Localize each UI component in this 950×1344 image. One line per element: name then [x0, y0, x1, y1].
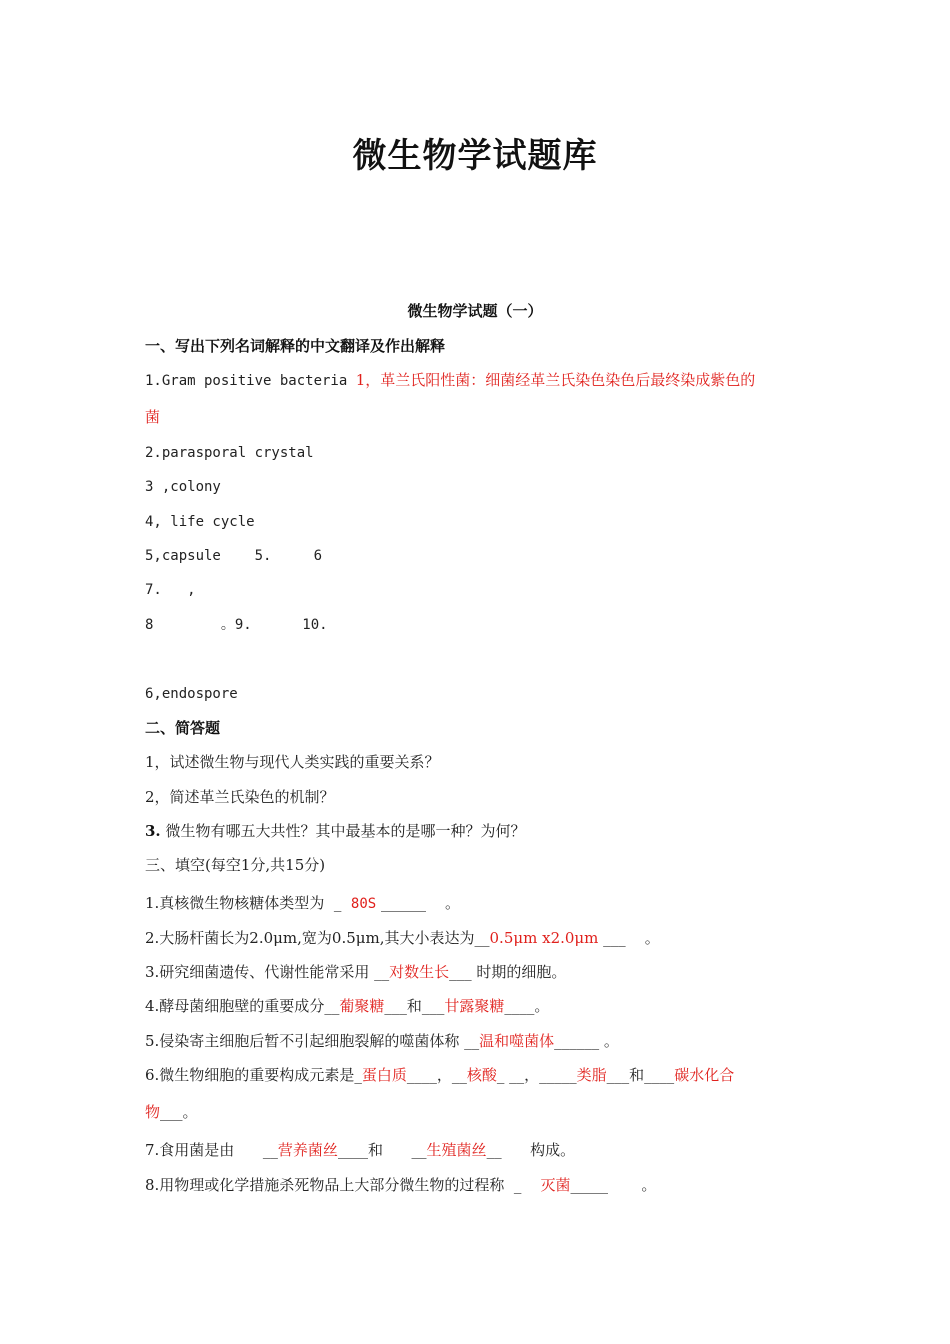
section3-heading: 三、填空(每空1分,共15分) — [145, 856, 326, 874]
section1-q1 — [145, 370, 755, 391]
exam-subtitle: 微生物学试题（一） — [407, 302, 543, 320]
q3-number: 3. — [145, 822, 161, 840]
fill8-prefix: 8.用物理或化学措施杀死物品上大部分微生物的过程称 _ — [145, 1176, 541, 1194]
section1-q2: 2.parasporal crystal — [145, 445, 314, 461]
fill8-suffix: _____ 。 — [570, 1176, 657, 1194]
fill2-prefix: 2.大肠杆菌长为2.0μm,宽为0.5μm,其大小表达为__ — [145, 929, 490, 947]
fill1-answer: 80S — [350, 896, 377, 912]
section2-q2: 2，简述革兰氏染色的机制？ — [145, 788, 335, 806]
section2-q1: 1，试述微生物与现代人类实践的重要关系？ — [145, 753, 440, 771]
fill7-answer-1: 营养菌丝 — [277, 1141, 338, 1159]
fill4-answer-2: 甘露聚糖 — [444, 997, 505, 1015]
fill2-suffix: ___ 。 — [598, 929, 660, 947]
fill7-middle: ____和 __ — [337, 1141, 427, 1159]
section1-q4: 4, life cycle — [145, 514, 255, 530]
section1-q8: 8 。9. 10. — [145, 617, 328, 633]
fill6-sep-1: ____，__ — [406, 1066, 467, 1084]
fill6-answer-4-end: 物 — [145, 1103, 161, 1121]
fill4-answer-1: 葡聚糖 — [339, 997, 385, 1015]
fill3-answer: 对数生长 — [389, 963, 450, 981]
section1-q5: 5,capsule 5. 6 — [145, 548, 323, 564]
fill7-answer-2: 生殖菌丝 — [426, 1141, 487, 1159]
fill4-middle: ___和___ — [384, 997, 445, 1015]
fill-item-6-continued — [145, 1102, 198, 1122]
fill4-suffix: ____。 — [504, 997, 550, 1015]
section1-q3: 3 ,colony — [145, 479, 221, 495]
fill5-prefix: 5.侵染寄主细胞后暂不引起细胞裂解的噬菌体称 __ — [145, 1032, 480, 1050]
section2-heading: 二、简答题 — [145, 719, 221, 737]
fill7-prefix: 7.食用菌是由 __ — [145, 1141, 278, 1159]
fill6-answer-1: 蛋白质 — [361, 1066, 407, 1084]
fill6-prefix: 6.微生物细胞的重要构成元素是_ — [145, 1066, 362, 1084]
fill-item-5 — [145, 1031, 619, 1051]
fill5-suffix: ______ 。 — [554, 1032, 619, 1050]
section1-q6: 6,endospore — [145, 686, 238, 702]
q1-answer-continued: 菌 — [145, 408, 161, 426]
fill-item-3 — [145, 962, 566, 982]
section1-q7: 7. , — [145, 582, 196, 598]
fill5-answer: 温和噬菌体 — [479, 1032, 555, 1050]
fill3-suffix: ___ 时期的细胞。 — [449, 963, 567, 981]
fill-item-4 — [145, 996, 549, 1016]
fill8-answer: 灭菌 — [540, 1176, 571, 1194]
fill2-answer: 0.5μm x2.0μm — [489, 929, 599, 947]
q1-term: 1.Gram positive bacteria — [145, 373, 356, 389]
fill-item-7 — [145, 1140, 575, 1160]
q3-text: 微生物有哪五大共性？其中最基本的是哪一种？为何？ — [160, 822, 526, 840]
fill-item-1 — [145, 893, 460, 914]
fill4-prefix: 4.酵母菌细胞壁的重要成分__ — [145, 997, 340, 1015]
fill6-answer-3: 类脂 — [576, 1066, 607, 1084]
fill-item-6 — [145, 1065, 734, 1085]
fill-item-8 — [145, 1175, 656, 1195]
fill6-sep-3: ___和____ — [606, 1066, 675, 1084]
fill7-suffix: __ 构成。 — [486, 1141, 576, 1159]
fill6-answer-4: 碳水化合 — [674, 1066, 735, 1084]
fill6-suffix: ___。 — [160, 1103, 198, 1121]
fill6-sep-2: _ __，_____ — [496, 1066, 577, 1084]
fill1-prefix: 1.真核微生物核糖体类型为 _ — [145, 894, 351, 912]
q1-answer: 1，革兰氏阳性菌：细菌经革兰氏染色染色后最终染成紫色的 — [355, 371, 756, 389]
section1-heading: 一、写出下列名词解释的中文翻译及作出解释 — [145, 337, 446, 355]
fill-item-2 — [145, 928, 660, 948]
fill1-suffix: ______ 。 — [376, 894, 461, 912]
fill3-prefix: 3.研究细菌遗传、代谢性能常采用 __ — [145, 963, 390, 981]
document-title: 微生物学试题库 — [352, 136, 598, 176]
section2-q3 — [145, 821, 525, 841]
fill6-answer-2: 核酸 — [466, 1066, 497, 1084]
